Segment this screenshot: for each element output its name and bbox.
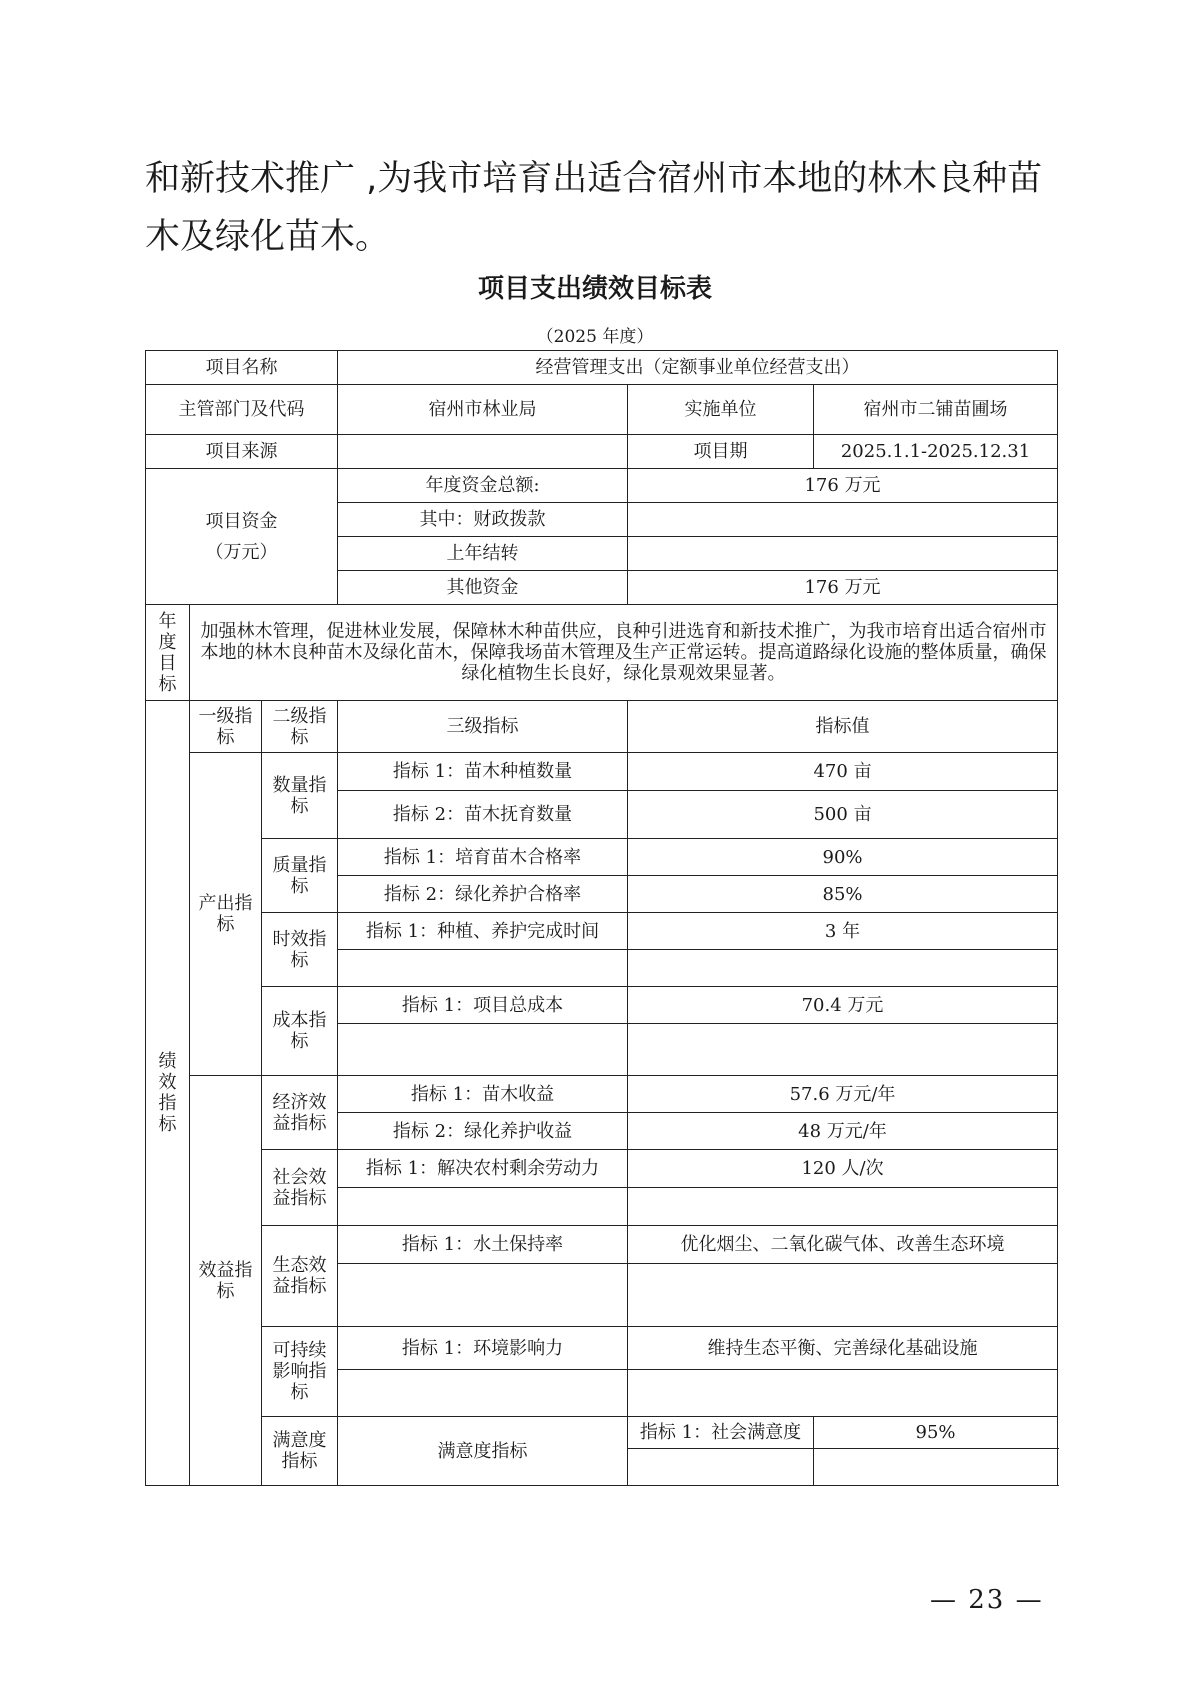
output-indicator-label: 产出指标 bbox=[190, 753, 262, 1076]
performance-indicator-label: 绩效指标 bbox=[146, 701, 190, 1486]
ecological-indicator-1: 指标 1：水土保持率 bbox=[338, 1226, 628, 1264]
implementing-unit-value: 宿州市二铺苗圃场 bbox=[814, 385, 1058, 435]
funds-fiscal-label: 其中：财政拨款 bbox=[338, 503, 628, 537]
ecological-indicator-2 bbox=[338, 1264, 628, 1327]
annual-goal-text: 加强林木管理，促进林业发展，保障林木种苗供应，良种引进选育和新技术推广，为我市培育出适合宿州市本地的林木良种苗木及绿化苗木，保障我场苗木管理及生产正常运转。提高道路绿化设施的整体质量，确保绿化植物生长良好，绿化景观效果显著。 bbox=[190, 605, 1058, 701]
quantity-indicator-2: 指标 2：苗木抚育数量 bbox=[338, 791, 628, 839]
performance-table bbox=[145, 350, 1058, 1486]
funds-label-line2: （万元） bbox=[205, 541, 278, 563]
department-value: 宿州市林业局 bbox=[338, 385, 628, 435]
social-indicator-2 bbox=[338, 1188, 628, 1226]
quantity-indicator-1: 指标 1：苗木种植数量 bbox=[338, 753, 628, 791]
timeliness-indicator-2 bbox=[338, 950, 628, 987]
project-period-label: 项目期 bbox=[628, 435, 814, 469]
indicator-row bbox=[146, 987, 1058, 1024]
social-indicator-1: 指标 1：解决农村剩余劳动力 bbox=[338, 1150, 628, 1188]
sustainable-value-2 bbox=[628, 1370, 1058, 1417]
social-value-1: 120 人/次 bbox=[628, 1150, 1058, 1188]
economic-indicator-2: 指标 2：绿化养护收益 bbox=[338, 1113, 628, 1150]
quality-value-1: 90% bbox=[628, 839, 1058, 876]
indicator-row bbox=[146, 1417, 1058, 1449]
quantity-value-1: 470 亩 bbox=[628, 753, 1058, 791]
funds-total-value: 176 万元 bbox=[628, 469, 1058, 503]
project-name-row bbox=[146, 351, 1058, 385]
indicator-row bbox=[146, 1226, 1058, 1264]
quality-indicator-label: 质量指标 bbox=[262, 839, 338, 913]
economic-value-1: 57.6 万元/年 bbox=[628, 1076, 1058, 1113]
cost-indicator-1: 指标 1：项目总成本 bbox=[338, 987, 628, 1024]
source-row bbox=[146, 435, 1058, 469]
project-name-value: 经营管理支出（定额事业单位经营支出） bbox=[338, 351, 1058, 385]
funds-carry-label: 上年结转 bbox=[338, 537, 628, 571]
sustainable-indicator-2 bbox=[338, 1370, 628, 1417]
quality-value-2: 85% bbox=[628, 876, 1058, 913]
project-source-value bbox=[338, 435, 628, 469]
cost-indicator-2 bbox=[338, 1024, 628, 1076]
cost-value-1: 70.4 万元 bbox=[628, 987, 1058, 1024]
social-indicator-label: 社会效益指标 bbox=[262, 1150, 338, 1226]
sustainable-indicator-label: 可持续影响指标 bbox=[262, 1327, 338, 1417]
cost-indicator-label: 成本指标 bbox=[262, 987, 338, 1076]
table-title: 项目支出绩效目标表 bbox=[477, 274, 712, 304]
sustainable-indicator-1: 指标 1：环境影响力 bbox=[338, 1327, 628, 1370]
satisfaction-l2-label: 满意度指标 bbox=[338, 1417, 628, 1486]
level3-header: 三级指标 bbox=[338, 701, 628, 753]
satisfaction-indicator-2 bbox=[628, 1449, 814, 1486]
funds-fiscal-value bbox=[628, 503, 1058, 537]
value-header: 指标值 bbox=[628, 701, 1058, 753]
indicator-row bbox=[146, 1076, 1058, 1113]
project-name-label: 项目名称 bbox=[146, 351, 338, 385]
quantity-value-2: 500 亩 bbox=[628, 791, 1058, 839]
page-number: — 23 — bbox=[930, 1585, 1044, 1615]
indicator-row bbox=[146, 1150, 1058, 1188]
implementing-unit-label: 实施单位 bbox=[628, 385, 814, 435]
cost-value-2 bbox=[628, 1024, 1058, 1076]
department-label: 主管部门及代码 bbox=[146, 385, 338, 435]
project-period-value: 2025.1.1-2025.12.31 bbox=[814, 435, 1058, 469]
indicator-row bbox=[146, 1327, 1058, 1370]
economic-indicator-1: 指标 1：苗木收益 bbox=[338, 1076, 628, 1113]
quantity-indicator-label: 数量指标 bbox=[262, 753, 338, 839]
annual-goal-label: 年度目标 bbox=[146, 605, 190, 701]
satisfaction-indicator-1: 指标 1：社会满意度 bbox=[628, 1417, 814, 1449]
level2-header: 二级指标 bbox=[262, 701, 338, 753]
project-source-label: 项目来源 bbox=[146, 435, 338, 469]
ecological-indicator-label: 生态效益指标 bbox=[262, 1226, 338, 1327]
timeliness-value-1: 3 年 bbox=[628, 913, 1058, 950]
timeliness-value-2 bbox=[628, 950, 1058, 987]
ecological-value-1: 优化烟尘、二氧化碳气体、改善生态环境 bbox=[628, 1226, 1058, 1264]
funds-label bbox=[146, 469, 338, 605]
quality-indicator-1: 指标 1：培育苗木合格率 bbox=[338, 839, 628, 876]
funds-other-label: 其他资金 bbox=[338, 571, 628, 605]
satisfaction-value-1: 95% bbox=[814, 1417, 1058, 1449]
timeliness-indicator-label: 时效指标 bbox=[262, 913, 338, 987]
indicator-row bbox=[146, 839, 1058, 876]
funds-total-row bbox=[146, 469, 1058, 503]
intro-paragraph: 和新技术推广 ,为我市培育出适合宿州市本地的林木良种苗木及绿化苗木。 bbox=[145, 159, 1043, 257]
satisfaction-l1-label: 满意度指标 bbox=[262, 1417, 338, 1486]
level1-header: 一级指标 bbox=[190, 701, 262, 753]
funds-label-line1: 项目资金 bbox=[205, 510, 278, 532]
timeliness-indicator-1: 指标 1：种植、养护完成时间 bbox=[338, 913, 628, 950]
benefit-indicator-label: 效益指标 bbox=[190, 1076, 262, 1486]
economic-indicator-label: 经济效益指标 bbox=[262, 1076, 338, 1150]
social-value-2 bbox=[628, 1188, 1058, 1226]
indicator-row bbox=[146, 753, 1058, 791]
satisfaction-value-2 bbox=[814, 1449, 1058, 1486]
department-row bbox=[146, 385, 1058, 435]
funds-other-value: 176 万元 bbox=[628, 571, 1058, 605]
indicator-header-row bbox=[146, 701, 1058, 753]
indicator-row bbox=[146, 913, 1058, 950]
economic-value-2: 48 万元/年 bbox=[628, 1113, 1058, 1150]
quality-indicator-2: 指标 2：绿化养护合格率 bbox=[338, 876, 628, 913]
annual-goal-row bbox=[146, 605, 1058, 701]
year-label: （2025 年度） bbox=[536, 327, 654, 347]
ecological-value-2 bbox=[628, 1264, 1058, 1327]
sustainable-value-1: 维持生态平衡、完善绿化基础设施 bbox=[628, 1327, 1058, 1370]
funds-carry-value bbox=[628, 537, 1058, 571]
funds-total-label: 年度资金总额: bbox=[338, 469, 628, 503]
